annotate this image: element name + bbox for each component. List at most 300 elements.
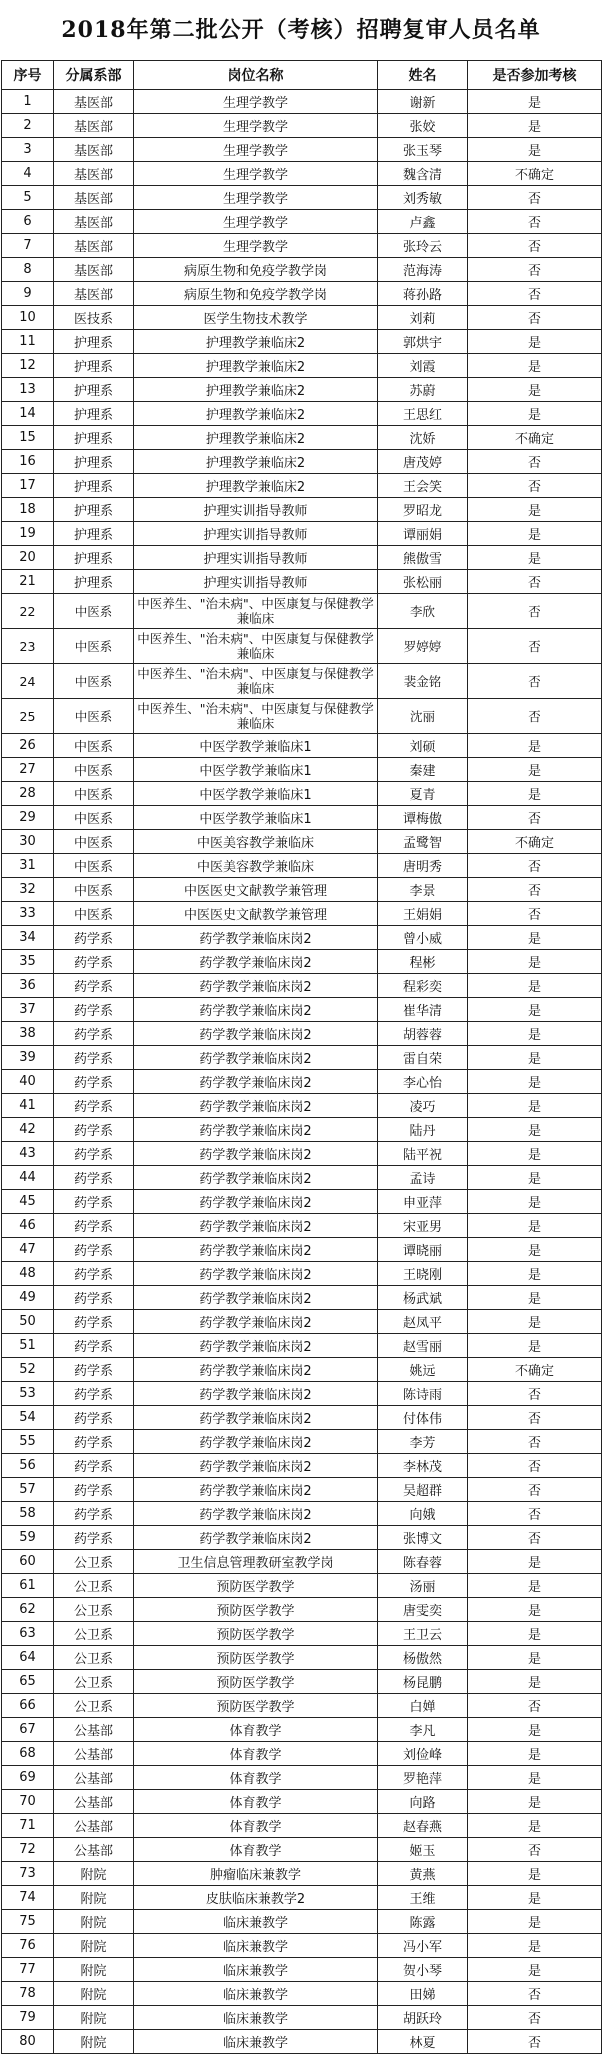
- cell-department: 药学系: [54, 926, 134, 950]
- cell-index: 62: [2, 1598, 54, 1622]
- cell-department: 中医系: [54, 699, 134, 734]
- table-row: [2, 1334, 602, 1358]
- cell-name: 陆平祝: [378, 1142, 468, 1166]
- cell-name: 黄燕: [378, 1862, 468, 1886]
- cell-position: 中医学教学兼临床1: [134, 782, 378, 806]
- cell-index: 70: [2, 1790, 54, 1814]
- cell-index: 73: [2, 1862, 54, 1886]
- cell-position: 生理学教学: [134, 138, 378, 162]
- cell-department: 药学系: [54, 1262, 134, 1286]
- cell-index: 57: [2, 1478, 54, 1502]
- cell-department: 公卫系: [54, 1694, 134, 1718]
- cell-attend: 是: [468, 1886, 602, 1910]
- cell-position: 生理学教学: [134, 114, 378, 138]
- cell-position: 护理实训指导教师: [134, 498, 378, 522]
- cell-name: 谭晓丽: [378, 1238, 468, 1262]
- cell-index: 17: [2, 474, 54, 498]
- cell-position: 药学教学兼临床岗2: [134, 950, 378, 974]
- cell-attend: 是: [468, 1622, 602, 1646]
- cell-position: 药学教学兼临床岗2: [134, 1334, 378, 1358]
- cell-index: 35: [2, 950, 54, 974]
- cell-department: 护理系: [54, 330, 134, 354]
- cell-index: 34: [2, 926, 54, 950]
- cell-attend: 是: [468, 1934, 602, 1958]
- cell-index: 6: [2, 210, 54, 234]
- cell-department: 公基部: [54, 1838, 134, 1862]
- cell-name: 裴金铭: [378, 664, 468, 699]
- cell-name: 张玉琴: [378, 138, 468, 162]
- cell-attend: 不确定: [468, 1358, 602, 1382]
- table-row: [2, 1550, 602, 1574]
- cell-name: 凌巧: [378, 1094, 468, 1118]
- cell-name: 向娥: [378, 1502, 468, 1526]
- cell-department: 中医系: [54, 782, 134, 806]
- cell-attend: 否: [468, 1838, 602, 1862]
- cell-name: 杨傲然: [378, 1646, 468, 1670]
- cell-department: 护理系: [54, 354, 134, 378]
- table-row: [2, 114, 602, 138]
- table-row: [2, 162, 602, 186]
- cell-index: 11: [2, 330, 54, 354]
- cell-attend: 不确定: [468, 830, 602, 854]
- cell-attend: 是: [468, 90, 602, 114]
- table-row: [2, 782, 602, 806]
- cell-attend: 是: [468, 330, 602, 354]
- cell-position: 药学教学兼临床岗2: [134, 1190, 378, 1214]
- cell-attend: 否: [468, 1478, 602, 1502]
- table-row: [2, 282, 602, 306]
- table-row: [2, 1790, 602, 1814]
- cell-index: 30: [2, 830, 54, 854]
- cell-department: 药学系: [54, 1478, 134, 1502]
- cell-name: 孟鹭智: [378, 830, 468, 854]
- cell-position: 体育教学: [134, 1790, 378, 1814]
- cell-index: 64: [2, 1646, 54, 1670]
- cell-position: 药学教学兼临床岗2: [134, 1142, 378, 1166]
- cell-name: 白婵: [378, 1694, 468, 1718]
- cell-name: 苏蔚: [378, 378, 468, 402]
- cell-name: 崔华清: [378, 998, 468, 1022]
- cell-position: 体育教学: [134, 1838, 378, 1862]
- table-row: [2, 258, 602, 282]
- cell-department: 基医部: [54, 186, 134, 210]
- cell-position: 护理教学兼临床2: [134, 474, 378, 498]
- cell-attend: 否: [468, 594, 602, 629]
- table-row: [2, 758, 602, 782]
- cell-attend: 是: [468, 1238, 602, 1262]
- cell-department: 附院: [54, 1862, 134, 1886]
- cell-position: 护理教学兼临床2: [134, 426, 378, 450]
- header-index: 序号: [2, 61, 54, 90]
- cell-name: 罗昭龙: [378, 498, 468, 522]
- cell-index: 59: [2, 1526, 54, 1550]
- cell-index: 41: [2, 1094, 54, 1118]
- cell-position: 护理教学兼临床2: [134, 330, 378, 354]
- cell-department: 药学系: [54, 1358, 134, 1382]
- table-row: [2, 402, 602, 426]
- cell-department: 护理系: [54, 522, 134, 546]
- cell-department: 中医系: [54, 594, 134, 629]
- cell-position: 预防医学教学: [134, 1574, 378, 1598]
- cell-position: 药学教学兼临床岗2: [134, 1502, 378, 1526]
- cell-position: 病原生物和免疫学教学岗: [134, 258, 378, 282]
- cell-index: 29: [2, 806, 54, 830]
- table-row: [2, 1310, 602, 1334]
- cell-department: 附院: [54, 1958, 134, 1982]
- cell-name: 郭烘宇: [378, 330, 468, 354]
- cell-department: 公基部: [54, 1766, 134, 1790]
- table-row: [2, 1502, 602, 1526]
- cell-attend: 否: [468, 474, 602, 498]
- cell-index: 22: [2, 594, 54, 629]
- cell-position: 护理教学兼临床2: [134, 450, 378, 474]
- table-row: [2, 378, 602, 402]
- cell-attend: 否: [468, 1526, 602, 1550]
- cell-attend: 是: [468, 782, 602, 806]
- cell-attend: 是: [468, 1022, 602, 1046]
- cell-department: 中医系: [54, 902, 134, 926]
- cell-attend: 否: [468, 306, 602, 330]
- cell-department: 附院: [54, 2006, 134, 2030]
- cell-attend: 是: [468, 1814, 602, 1838]
- cell-department: 中医系: [54, 830, 134, 854]
- cell-name: 刘俭峰: [378, 1742, 468, 1766]
- cell-attend: 是: [468, 734, 602, 758]
- cell-index: 28: [2, 782, 54, 806]
- cell-attend: 是: [468, 1046, 602, 1070]
- cell-index: 26: [2, 734, 54, 758]
- cell-position: 药学教学兼临床岗2: [134, 926, 378, 950]
- cell-name: 秦建: [378, 758, 468, 782]
- cell-index: 42: [2, 1118, 54, 1142]
- cell-attend: 不确定: [468, 162, 602, 186]
- table-row: [2, 998, 602, 1022]
- cell-attend: 否: [468, 1982, 602, 2006]
- cell-index: 75: [2, 1910, 54, 1934]
- cell-attend: 否: [468, 450, 602, 474]
- cell-index: 23: [2, 629, 54, 664]
- cell-position: 护理实训指导教师: [134, 546, 378, 570]
- cell-name: 唐明秀: [378, 854, 468, 878]
- cell-name: 陈诗雨: [378, 1382, 468, 1406]
- cell-name: 唐雯奕: [378, 1598, 468, 1622]
- table-row: [2, 629, 602, 664]
- cell-index: 18: [2, 498, 54, 522]
- candidate-table: [1, 60, 602, 2054]
- cell-position: 药学教学兼临床岗2: [134, 1118, 378, 1142]
- cell-index: 51: [2, 1334, 54, 1358]
- cell-position: 护理实训指导教师: [134, 570, 378, 594]
- cell-position: 中医学教学兼临床1: [134, 758, 378, 782]
- table-row: [2, 1742, 602, 1766]
- cell-attend: 否: [468, 664, 602, 699]
- cell-index: 3: [2, 138, 54, 162]
- cell-attend: 是: [468, 1862, 602, 1886]
- cell-attend: 是: [468, 1958, 602, 1982]
- cell-name: 李凡: [378, 1718, 468, 1742]
- table-row: [2, 2006, 602, 2030]
- cell-name: 沈丽: [378, 699, 468, 734]
- cell-name: 罗婷婷: [378, 629, 468, 664]
- cell-position: 临床兼教学: [134, 2030, 378, 2054]
- cell-department: 中医系: [54, 806, 134, 830]
- cell-attend: 否: [468, 806, 602, 830]
- cell-attend: 否: [468, 2030, 602, 2054]
- cell-department: 基医部: [54, 138, 134, 162]
- cell-attend: 否: [468, 570, 602, 594]
- table-row: [2, 1094, 602, 1118]
- table-row: [2, 90, 602, 114]
- cell-department: 中医系: [54, 734, 134, 758]
- cell-position: 药学教学兼临床岗2: [134, 998, 378, 1022]
- cell-index: 4: [2, 162, 54, 186]
- cell-department: 药学系: [54, 1238, 134, 1262]
- cell-position: 中医医史文献教学兼管理: [134, 878, 378, 902]
- table-row: [2, 570, 602, 594]
- cell-department: 中医系: [54, 878, 134, 902]
- cell-position: 药学教学兼临床岗2: [134, 1526, 378, 1550]
- cell-name: 宋亚男: [378, 1214, 468, 1238]
- cell-name: 张姣: [378, 114, 468, 138]
- cell-index: 46: [2, 1214, 54, 1238]
- cell-department: 护理系: [54, 474, 134, 498]
- cell-name: 刘秀敏: [378, 186, 468, 210]
- cell-position: 药学教学兼临床岗2: [134, 1358, 378, 1382]
- table-row: [2, 1358, 602, 1382]
- cell-position: 药学教学兼临床岗2: [134, 1238, 378, 1262]
- table-row: [2, 1814, 602, 1838]
- cell-attend: 是: [468, 1646, 602, 1670]
- cell-department: 药学系: [54, 1022, 134, 1046]
- cell-position: 药学教学兼临床岗2: [134, 1094, 378, 1118]
- cell-department: 护理系: [54, 450, 134, 474]
- cell-name: 张博文: [378, 1526, 468, 1550]
- table-row: [2, 1118, 602, 1142]
- cell-department: 药学系: [54, 1334, 134, 1358]
- cell-name: 张松丽: [378, 570, 468, 594]
- cell-index: 37: [2, 998, 54, 1022]
- cell-department: 药学系: [54, 1526, 134, 1550]
- cell-attend: 否: [468, 878, 602, 902]
- cell-index: 19: [2, 522, 54, 546]
- cell-name: 姚远: [378, 1358, 468, 1382]
- cell-position: 体育教学: [134, 1718, 378, 1742]
- table-row: [2, 1958, 602, 1982]
- table-row: [2, 186, 602, 210]
- cell-index: 80: [2, 2030, 54, 2054]
- table-row: [2, 1574, 602, 1598]
- cell-index: 74: [2, 1886, 54, 1910]
- cell-name: 雷自荣: [378, 1046, 468, 1070]
- table-row: [2, 354, 602, 378]
- cell-name: 张玲云: [378, 234, 468, 258]
- cell-position: 药学教学兼临床岗2: [134, 1022, 378, 1046]
- table-row: [2, 1718, 602, 1742]
- cell-position: 中医养生、"治未病"、中医康复与保健教学兼临床: [134, 664, 378, 699]
- cell-department: 药学系: [54, 1430, 134, 1454]
- cell-index: 63: [2, 1622, 54, 1646]
- cell-name: 孟诗: [378, 1166, 468, 1190]
- cell-index: 56: [2, 1454, 54, 1478]
- cell-index: 48: [2, 1262, 54, 1286]
- table-row: [2, 854, 602, 878]
- table-row: [2, 902, 602, 926]
- cell-department: 基医部: [54, 114, 134, 138]
- cell-name: 李欣: [378, 594, 468, 629]
- cell-name: 汤丽: [378, 1574, 468, 1598]
- table-row: [2, 1598, 602, 1622]
- cell-position: 体育教学: [134, 1766, 378, 1790]
- table-row: [2, 1262, 602, 1286]
- cell-index: 16: [2, 450, 54, 474]
- cell-index: 45: [2, 1190, 54, 1214]
- cell-index: 44: [2, 1166, 54, 1190]
- cell-attend: 是: [468, 1190, 602, 1214]
- cell-department: 基医部: [54, 90, 134, 114]
- cell-name: 魏含清: [378, 162, 468, 186]
- cell-position: 生理学教学: [134, 186, 378, 210]
- cell-name: 李心怡: [378, 1070, 468, 1094]
- cell-index: 20: [2, 546, 54, 570]
- cell-department: 附院: [54, 1982, 134, 2006]
- cell-attend: 否: [468, 902, 602, 926]
- cell-department: 基医部: [54, 162, 134, 186]
- cell-index: 72: [2, 1838, 54, 1862]
- table-row: [2, 974, 602, 998]
- cell-position: 生理学教学: [134, 210, 378, 234]
- cell-attend: 否: [468, 699, 602, 734]
- cell-department: 基医部: [54, 234, 134, 258]
- cell-index: 21: [2, 570, 54, 594]
- cell-index: 1: [2, 90, 54, 114]
- table-row: [2, 950, 602, 974]
- cell-department: 公基部: [54, 1790, 134, 1814]
- table-row: [2, 474, 602, 498]
- cell-position: 中医美容教学兼临床: [134, 854, 378, 878]
- cell-name: 胡跃玲: [378, 2006, 468, 2030]
- cell-position: 肿瘤临床兼教学: [134, 1862, 378, 1886]
- cell-position: 体育教学: [134, 1742, 378, 1766]
- cell-attend: 否: [468, 282, 602, 306]
- cell-name: 范海涛: [378, 258, 468, 282]
- cell-name: 冯小军: [378, 1934, 468, 1958]
- cell-position: 药学教学兼临床岗2: [134, 1070, 378, 1094]
- cell-position: 中医学教学兼临床1: [134, 734, 378, 758]
- table-row: [2, 594, 602, 629]
- cell-name: 夏青: [378, 782, 468, 806]
- cell-position: 中医学教学兼临床1: [134, 806, 378, 830]
- cell-position: 预防医学教学: [134, 1694, 378, 1718]
- cell-attend: 是: [468, 1310, 602, 1334]
- table-row: [2, 138, 602, 162]
- cell-position: 护理教学兼临床2: [134, 378, 378, 402]
- cell-index: 38: [2, 1022, 54, 1046]
- cell-attend: 是: [468, 1214, 602, 1238]
- cell-name: 胡蓉蓉: [378, 1022, 468, 1046]
- cell-name: 付体伟: [378, 1406, 468, 1430]
- cell-attend: 是: [468, 1742, 602, 1766]
- cell-name: 赵春燕: [378, 1814, 468, 1838]
- cell-department: 药学系: [54, 1454, 134, 1478]
- cell-attend: 否: [468, 1454, 602, 1478]
- table-row: [2, 546, 602, 570]
- cell-index: 60: [2, 1550, 54, 1574]
- table-row: [2, 1454, 602, 1478]
- cell-index: 2: [2, 114, 54, 138]
- table-row: [2, 522, 602, 546]
- table-row: [2, 1526, 602, 1550]
- cell-index: 13: [2, 378, 54, 402]
- cell-name: 赵凤平: [378, 1310, 468, 1334]
- cell-position: 中医养生、"治未病"、中医康复与保健教学兼临床: [134, 594, 378, 629]
- cell-department: 中医系: [54, 758, 134, 782]
- cell-department: 中医系: [54, 629, 134, 664]
- cell-department: 护理系: [54, 570, 134, 594]
- cell-attend: 是: [468, 950, 602, 974]
- cell-position: 预防医学教学: [134, 1622, 378, 1646]
- cell-name: 王思红: [378, 402, 468, 426]
- cell-attend: 否: [468, 1382, 602, 1406]
- cell-department: 公卫系: [54, 1646, 134, 1670]
- cell-name: 林夏: [378, 2030, 468, 2054]
- cell-index: 69: [2, 1766, 54, 1790]
- table-row: [2, 1382, 602, 1406]
- cell-index: 76: [2, 1934, 54, 1958]
- cell-name: 姬玉: [378, 1838, 468, 1862]
- table-row: [2, 1646, 602, 1670]
- cell-department: 药学系: [54, 974, 134, 998]
- cell-index: 78: [2, 1982, 54, 2006]
- cell-department: 药学系: [54, 1382, 134, 1406]
- cell-index: 77: [2, 1958, 54, 1982]
- cell-department: 药学系: [54, 1046, 134, 1070]
- table-row: [2, 1190, 602, 1214]
- table-row: [2, 1910, 602, 1934]
- cell-department: 护理系: [54, 402, 134, 426]
- cell-name: 田娣: [378, 1982, 468, 2006]
- cell-name: 王晓刚: [378, 1262, 468, 1286]
- cell-attend: 否: [468, 854, 602, 878]
- table-row: [2, 1142, 602, 1166]
- cell-attend: 是: [468, 114, 602, 138]
- cell-department: 公卫系: [54, 1550, 134, 1574]
- cell-attend: 是: [468, 1670, 602, 1694]
- table-row: [2, 234, 602, 258]
- cell-name: 刘霞: [378, 354, 468, 378]
- cell-attend: 否: [468, 234, 602, 258]
- cell-department: 药学系: [54, 1406, 134, 1430]
- cell-attend: 否: [468, 1694, 602, 1718]
- cell-attend: 是: [468, 1718, 602, 1742]
- table-row: [2, 1622, 602, 1646]
- cell-attend: 是: [468, 758, 602, 782]
- cell-department: 护理系: [54, 426, 134, 450]
- table-row: [2, 1934, 602, 1958]
- cell-index: 54: [2, 1406, 54, 1430]
- cell-index: 43: [2, 1142, 54, 1166]
- table-row: [2, 1478, 602, 1502]
- cell-position: 药学教学兼临床岗2: [134, 1310, 378, 1334]
- cell-department: 中医系: [54, 664, 134, 699]
- table-row: [2, 1238, 602, 1262]
- cell-name: 李林茂: [378, 1454, 468, 1478]
- cell-index: 58: [2, 1502, 54, 1526]
- cell-attend: 否: [468, 210, 602, 234]
- cell-position: 护理教学兼临床2: [134, 354, 378, 378]
- cell-attend: 否: [468, 2006, 602, 2030]
- table-row: [2, 1838, 602, 1862]
- cell-position: 药学教学兼临床岗2: [134, 974, 378, 998]
